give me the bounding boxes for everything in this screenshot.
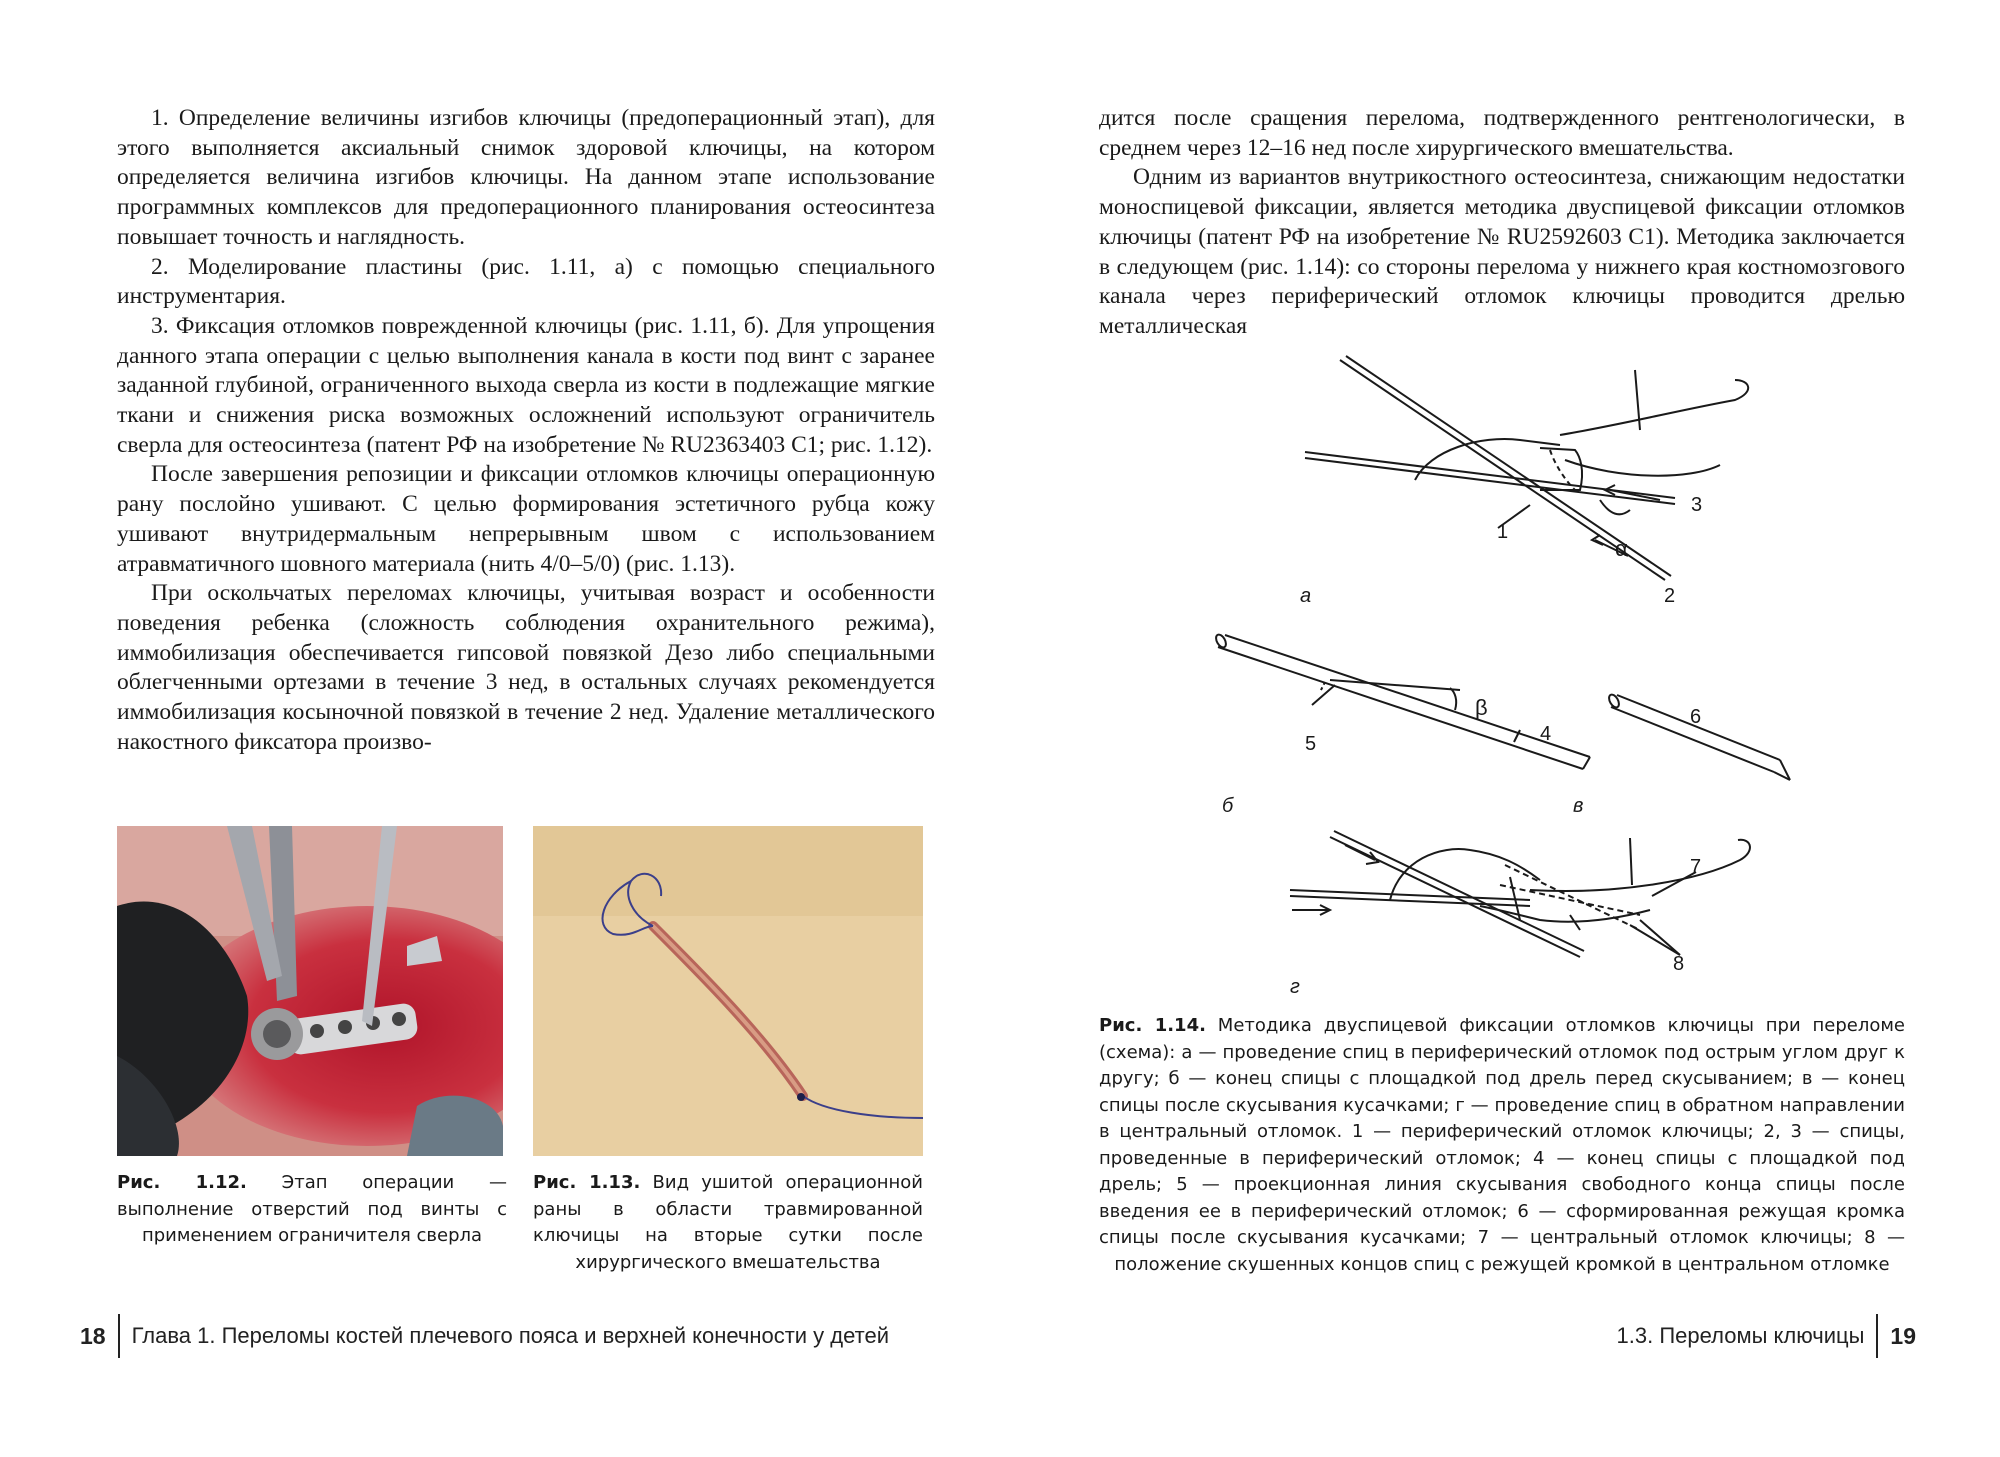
figure-1-13-caption (533, 1170, 923, 1276)
running-header: Глава 1. Переломы костей плечевого пояса и верхней конечности у детей (131, 1323, 889, 1348)
footer-divider (1876, 1314, 1878, 1358)
paragraph: 2. Моделирование пластины (рис. 1.11, а) с помощью специального инструментария. (117, 253, 935, 310)
figure-1-14-caption (1099, 1013, 1905, 1278)
running-header: 1.3. Переломы ключицы (1616, 1323, 1865, 1348)
page-number: 19 (1890, 1322, 1916, 1349)
caption-text: Вид ушитой операционной раны в области травмированной ключицы на вторые сутки после хирургического вмешательства (533, 1172, 924, 1273)
label-6: 6 (1690, 706, 1702, 728)
label-7: 7 (1690, 856, 1702, 878)
right-footer (1617, 1316, 1916, 1356)
panel-v-label: в (1573, 795, 1584, 817)
right-body-text (1099, 104, 1905, 342)
angle-alpha-label: α (1615, 536, 1628, 561)
label-8: 8 (1673, 953, 1685, 975)
label-5: 5 (1305, 733, 1317, 755)
surgery-photo (117, 826, 503, 1156)
paragraph: При оскольчатых переломах ключицы, учитывая возраст и особенности поведения ребенка (сложность соблюдения охранительного режима), иммобилизация обеспечивается гипсовой повязкой Дезо либо специальными облегченными ортезами в течение 3 нед, в остальных случаях рекомендуется иммобилизация косыночной повязкой в течение 2 нед. Удаление металлического накостного фиксатора произво- (117, 580, 935, 755)
caption-title: Рис. 1.13. (533, 1172, 641, 1193)
caption-text: Этап операции — выполнение отверстий под винты с применением ограничителя сверла (117, 1172, 507, 1246)
label-2: 2 (1664, 585, 1676, 607)
paragraph: 3. Фиксация отломков поврежденной ключицы (рис. 1.11, б). Для упрощения данного этапа операции с целью выполнения канала в кости под винт с заранее заданной глубиной, ограниченного выхода сверла из кости в подлежащие мягкие ткани и снижения риска возможных осложнений используют ограничитель сверла для остеосинтеза (патент РФ на изобретение № RU2363403 C1; рис. 1.12). (117, 312, 935, 458)
paragraph: 1. Определение величины изгибов ключицы (предоперационный этап), для этого выполняется аксиальный снимок здоровой ключицы, на котором определяется величина изгибов ключицы. На данном этапе использование программных комплексов для предоперационного планирования остеосинтеза повышает точность и наглядность. (117, 105, 935, 250)
left-body-text (117, 104, 935, 757)
label-3: 3 (1691, 494, 1703, 516)
paragraph: дится после сращения перелома, подтвержденного рентгенологически, в среднем через 12–16 нед после хирургического вмешательства. (1099, 105, 1905, 161)
panel-b-label: б (1222, 795, 1234, 817)
caption-title: Рис. 1.12. (117, 1172, 247, 1193)
label-1: 1 (1497, 521, 1509, 543)
caption-text: Методика двуспицевой фиксации отломков ключицы при переломе (схема): а — проведение спиц в периферический отломок под острым углом друг к другу; б — конец спицы с площадкой под дрель перед скусыванием; в — конец спицы после скусывания кусачками; г — проведение спиц в обратном направлении в центральный отломок. 1 — периферический отломок ключицы; 2, 3 — спицы, проведенные в периферический отломок; 4 — конец спицы с площадкой под дрель; 5 — проекционная линия скусывания свободного конца спицы после введения ее в периферический отломок; 6 — сформированная режущая кромка спицы после скусывания кусачками; 7 — центральный отломок ключицы; 8 — положение скушенных концов спиц с режущей кромкой в центральном отломке (1099, 1015, 1906, 1275)
right-page (1000, 0, 2000, 1457)
left-footer (80, 1316, 889, 1356)
sutured-wound-photo (533, 826, 923, 1156)
paragraph: Одним из вариантов внутрикостного остеосинтеза, снижающим недостатки моноспицевой фиксации, является методика двуспицевой фиксации отломков ключицы (патент РФ на изобретение № RU2592603 C1). Методика заключается в следующем (рис. 1.14): со стороны перелома у нижнего края костномозгового канала через периферический отломок ключицы проводится дрелью металлическая (1099, 164, 1905, 339)
figure-1-12-caption (117, 1170, 507, 1250)
angle-beta-label: β (1475, 695, 1488, 720)
panel-a-label: а (1300, 585, 1312, 607)
panel-g-label: г (1290, 976, 1300, 998)
label-4: 4 (1540, 723, 1552, 745)
paragraph: После завершения репозиции и фиксации отломков ключицы операционную рану послойно ушивают. С целью формирования эстетичного рубца кожу ушивают внутридермальным непрерывным швом с использованием атравматичного шовного материала (нить 4/0–5/0) (рис. 1.13). (117, 461, 935, 577)
footer-divider (118, 1314, 120, 1358)
page-number: 18 (80, 1322, 106, 1349)
caption-title: Рис. 1.14. (1099, 1015, 1206, 1036)
figure-1-14-diagram (1000, 340, 2000, 1010)
